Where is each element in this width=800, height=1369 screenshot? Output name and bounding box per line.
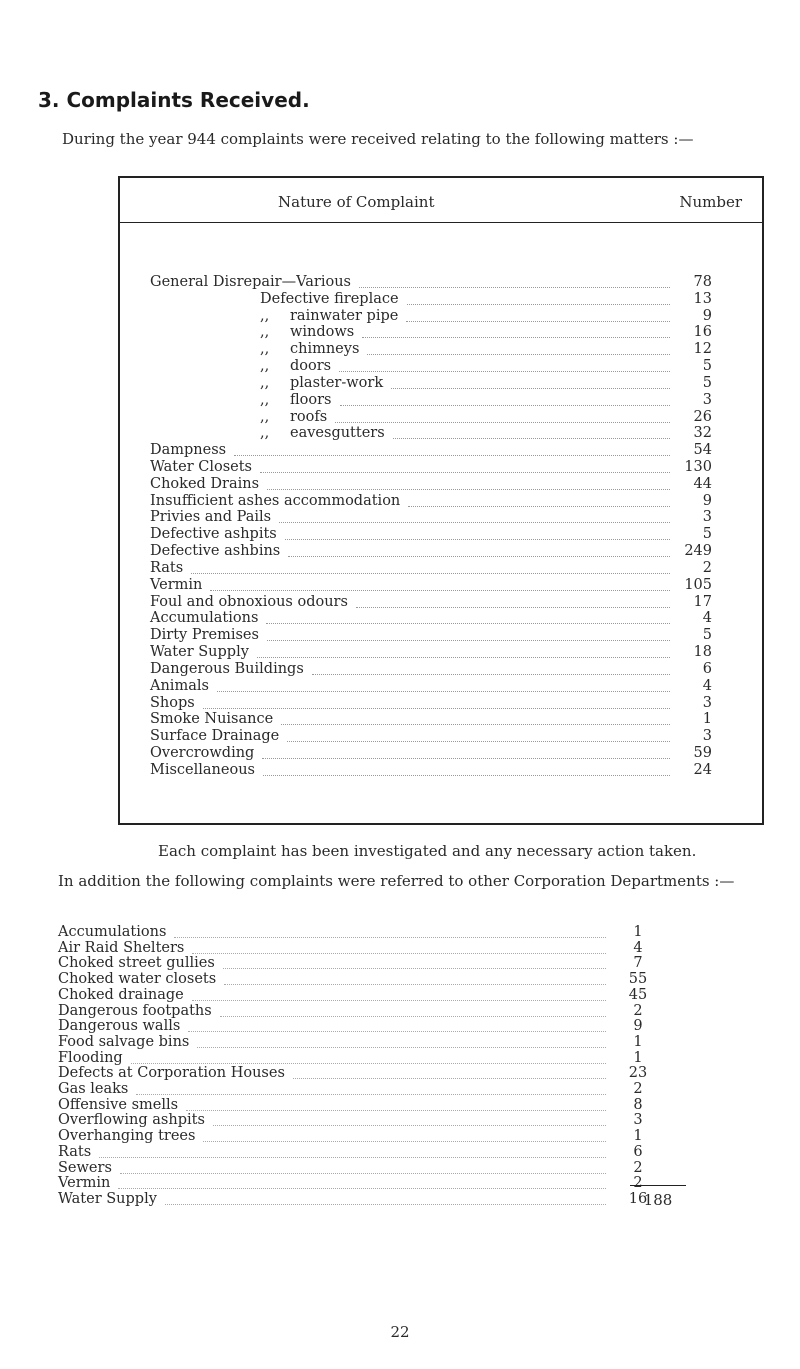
item-label: Food salvage bins [58,1033,190,1050]
row-value: 3 [702,694,712,711]
leader-dots [197,1046,606,1048]
leader-dots [281,723,670,725]
row-value: 54 [693,442,712,459]
item-value: 8 [633,1096,643,1113]
complaints-table [118,176,764,825]
item-value: 2 [633,1002,643,1019]
leader-dots [203,707,670,709]
ditto-mark: ,, [260,358,270,375]
list-item [58,955,738,972]
table-row [120,610,762,627]
row-value: 130 [684,459,712,476]
row-label-text: Rats [150,559,184,576]
leader-dots [220,1015,606,1017]
row-value: 5 [702,358,712,375]
item-value: 45 [628,986,648,1003]
item-value: 1 [633,1033,643,1050]
item-value: 16 [628,1190,648,1207]
row-label [150,442,226,459]
list-item [58,1112,738,1129]
leader-dots [287,740,670,742]
list-item [58,1144,738,1161]
list-item [58,1034,738,1051]
row-label-text: Dirty Premises [150,627,259,644]
ditto-mark: ,, [260,391,270,408]
closing-statement: Each complaint has been investigated and any necessary action taken. [158,842,697,860]
table-row [120,358,762,375]
item-value: 1 [633,924,643,940]
row-label [150,274,351,291]
row-label [150,745,254,762]
item-value: 55 [628,971,648,988]
leader-dots [203,1140,606,1142]
leader-dots [367,353,670,355]
row-value: 3 [702,391,712,408]
row-label-text: Surface Drainage [150,728,280,745]
item-value: 4 [633,939,643,956]
leader-dots [192,999,606,1001]
leader-dots [279,521,670,523]
list-item [58,940,738,957]
item-label: Water Supply [58,1190,157,1207]
row-label [150,762,255,779]
row-value: 3 [702,509,712,526]
item-value: 3 [633,1112,643,1129]
table-row [120,493,762,510]
leader-dots [99,1156,606,1158]
row-label [150,610,258,627]
ditto-mark: ,, [260,408,270,425]
item-label: Vermin [58,1175,111,1192]
leader-dots [362,336,670,338]
row-value: 59 [693,744,712,761]
row-value: 32 [693,425,712,442]
table-row [120,409,762,426]
leader-dots [408,505,670,507]
row-value: 1 [702,711,712,728]
row-label-text: Animals [150,677,209,694]
row-label [150,509,271,526]
leader-dots [266,622,670,624]
table-row [120,577,762,594]
leader-dots [391,387,670,389]
table-row [120,543,762,560]
row-label [150,661,304,678]
item-label: Choked water closets [58,971,217,988]
referred-total: 188 [643,1191,673,1209]
table-row [120,711,762,728]
row-label [150,711,273,728]
leader-dots [165,1203,606,1205]
row-label [260,409,327,426]
table-row [120,459,762,476]
row-value: 9 [702,492,712,509]
leader-dots [257,656,670,658]
referred-intro: In addition the following complaints were referred to other Corporation Departments :— [58,872,735,890]
row-value: 4 [702,677,712,694]
row-label-text: Choked Drains [150,475,260,492]
row-label [150,695,195,712]
table-row [120,341,762,358]
row-label [260,392,332,409]
row-label-text: windows [290,324,355,341]
item-value: 2 [633,1081,643,1097]
item-label: Choked drainage [58,986,184,1003]
list-item [58,1097,738,1114]
item-value: 1 [633,1049,643,1066]
row-value: 78 [693,274,712,290]
ditto-mark: ,, [260,374,270,391]
row-value: 5 [702,526,712,543]
row-label [150,476,259,493]
row-label [260,375,383,392]
table-row [120,728,762,745]
item-value: 1 [633,1128,643,1145]
list-item [58,1003,738,1020]
item-value: 9 [633,1018,643,1035]
row-label [150,627,259,644]
row-label-text: Defective fireplace [260,290,399,307]
table-row [120,291,762,308]
item-label: Choked street gullies [58,955,215,972]
leader-dots [356,606,670,608]
row-label-text: Miscellaneous [150,761,255,778]
row-value: 5 [702,374,712,391]
row-label [150,543,280,560]
row-label-text: Smoke Nuisance [150,711,274,728]
item-label: Overflowing ashpits [58,1112,205,1129]
table-row [120,375,762,392]
ditto-mark: ,, [260,307,270,324]
item-label: Accumulations [58,924,167,940]
list-item [58,1050,738,1067]
row-label [150,577,202,594]
row-value: 24 [693,761,712,778]
leader-dots [406,320,670,322]
row-label [150,728,279,745]
leader-dots [188,1030,606,1032]
row-label [150,526,277,543]
row-label [150,678,209,695]
row-label-text: Privies and Pails [150,509,272,526]
row-label-text: Foul and obnoxious odours [150,593,348,610]
leader-dots [191,572,670,574]
row-value: 105 [684,576,712,593]
row-value: 17 [693,593,712,610]
leader-dots [339,370,670,372]
row-label-text: eavesgutters [290,425,385,442]
list-item [58,971,738,988]
leader-dots [312,673,670,675]
leader-dots [234,454,670,456]
ditto-mark: ,, [260,425,270,442]
ditto-mark: ,, [260,341,270,358]
row-value: 2 [702,559,712,576]
leader-dots [267,488,670,490]
intro-text: During the year 944 complaints were received relating to the following matters :— [62,130,694,148]
table-row [120,274,762,291]
table-row [120,560,762,577]
item-label: Rats [58,1143,92,1160]
row-label [260,341,359,358]
leader-dots [174,936,606,938]
item-label: Overhanging trees [58,1128,196,1145]
row-value: 44 [693,475,712,492]
leader-dots [213,1124,606,1126]
leader-dots [407,303,670,305]
row-label-text: rainwater pipe [290,307,399,324]
item-label: Dangerous footpaths [58,1002,212,1019]
row-value: 249 [684,543,712,560]
leader-dots [262,757,670,759]
list-item [58,987,738,1004]
item-value: 2 [633,1159,643,1176]
item-label: Air Raid Shelters [58,939,185,956]
leader-dots [136,1093,606,1095]
list-item [58,1081,738,1098]
leader-dots [217,690,670,692]
leader-dots [210,589,670,591]
intro-paragraph [38,129,778,149]
row-label-text: Accumulations [150,610,259,627]
row-label [150,459,252,476]
row-label [150,594,348,611]
row-label-text: doors [290,358,332,375]
row-label-text: Dangerous Buildings [150,660,304,677]
header-nature: Nature of Complaint [278,193,435,211]
table-row [120,308,762,325]
leader-dots [267,639,670,641]
item-label: Offensive smells [58,1096,179,1113]
row-label-text: Water Closets [150,459,252,476]
list-item [58,1065,738,1082]
row-label [150,493,400,510]
row-value: 9 [702,307,712,324]
item-value: 23 [628,1065,648,1082]
row-label-text: General Disrepair—Various [150,274,351,290]
table-row [120,442,762,459]
item-value: 7 [633,955,643,972]
item-label: Dangerous walls [58,1018,181,1035]
total-rule [630,1185,686,1186]
row-label [260,358,331,375]
row-value: 4 [702,610,712,627]
leader-dots [223,967,606,969]
leader-dots [260,471,670,473]
row-value: 6 [702,660,712,677]
table-row [120,509,762,526]
table-row [120,476,762,493]
table-row [120,392,762,409]
leader-dots [131,1062,606,1064]
row-label-text: plaster-work [290,374,384,391]
table-row [120,678,762,695]
row-value: 3 [702,728,712,745]
row-label [260,425,385,442]
leader-dots [224,983,606,985]
row-value: 12 [693,341,712,358]
list-item [58,1018,738,1035]
row-label [260,308,398,325]
leader-dots [120,1172,606,1174]
row-value: 5 [702,627,712,644]
row-label-text: Defective ashpits [150,526,277,543]
leader-dots [285,538,670,540]
row-label-text: Defective ashbins [150,543,281,560]
row-label-text: Water Supply [150,644,249,661]
page-number: 22 [390,1323,410,1341]
header-number: Number [679,193,742,211]
item-label: Gas leaks [58,1081,129,1097]
leader-dots [118,1187,606,1189]
item-value: 6 [633,1143,643,1160]
table-row [120,644,762,661]
list-item [58,1128,738,1145]
row-label [150,560,183,577]
row-value: 16 [693,324,712,341]
row-label-text: Insufficient ashes accommodation [150,492,401,509]
list-item [58,924,738,941]
row-label [150,644,249,661]
table-row [120,425,762,442]
row-value: 13 [693,290,712,307]
table-row [120,695,762,712]
row-value: 26 [693,408,712,425]
item-label: Flooding [58,1049,123,1066]
row-label [260,291,399,308]
row-label-text: floors [290,391,332,408]
item-value: 2 [633,1175,643,1192]
row-label-text: Overcrowding [150,744,255,761]
table-header [120,178,762,223]
leader-dots [293,1077,606,1079]
row-label-text: roofs [290,408,328,425]
row-label-text: chimneys [290,341,360,358]
leader-dots [263,774,670,776]
leader-dots [393,437,670,439]
leader-dots [340,404,670,406]
leader-dots [359,286,670,288]
table-row [120,324,762,341]
row-label-text: Vermin [150,576,203,593]
row-label-text: Dampness [150,442,227,459]
item-label: Sewers [58,1159,112,1176]
table-row [120,661,762,678]
row-label [260,324,354,341]
table-row [120,594,762,611]
list-item [58,1175,738,1192]
section-heading: 3. Complaints Received. [38,88,310,112]
table-row [120,627,762,644]
leader-dots [186,1109,606,1111]
leader-dots [335,421,670,423]
leader-dots [192,952,606,954]
table-row [120,745,762,762]
row-value: 18 [693,644,712,661]
table-row [120,526,762,543]
row-label-text: Shops [150,694,195,711]
list-item [58,1160,738,1177]
ditto-mark: ,, [260,324,270,341]
item-label: Defects at Corporation Houses [58,1065,285,1082]
table-row [120,762,762,779]
leader-dots [288,555,670,557]
